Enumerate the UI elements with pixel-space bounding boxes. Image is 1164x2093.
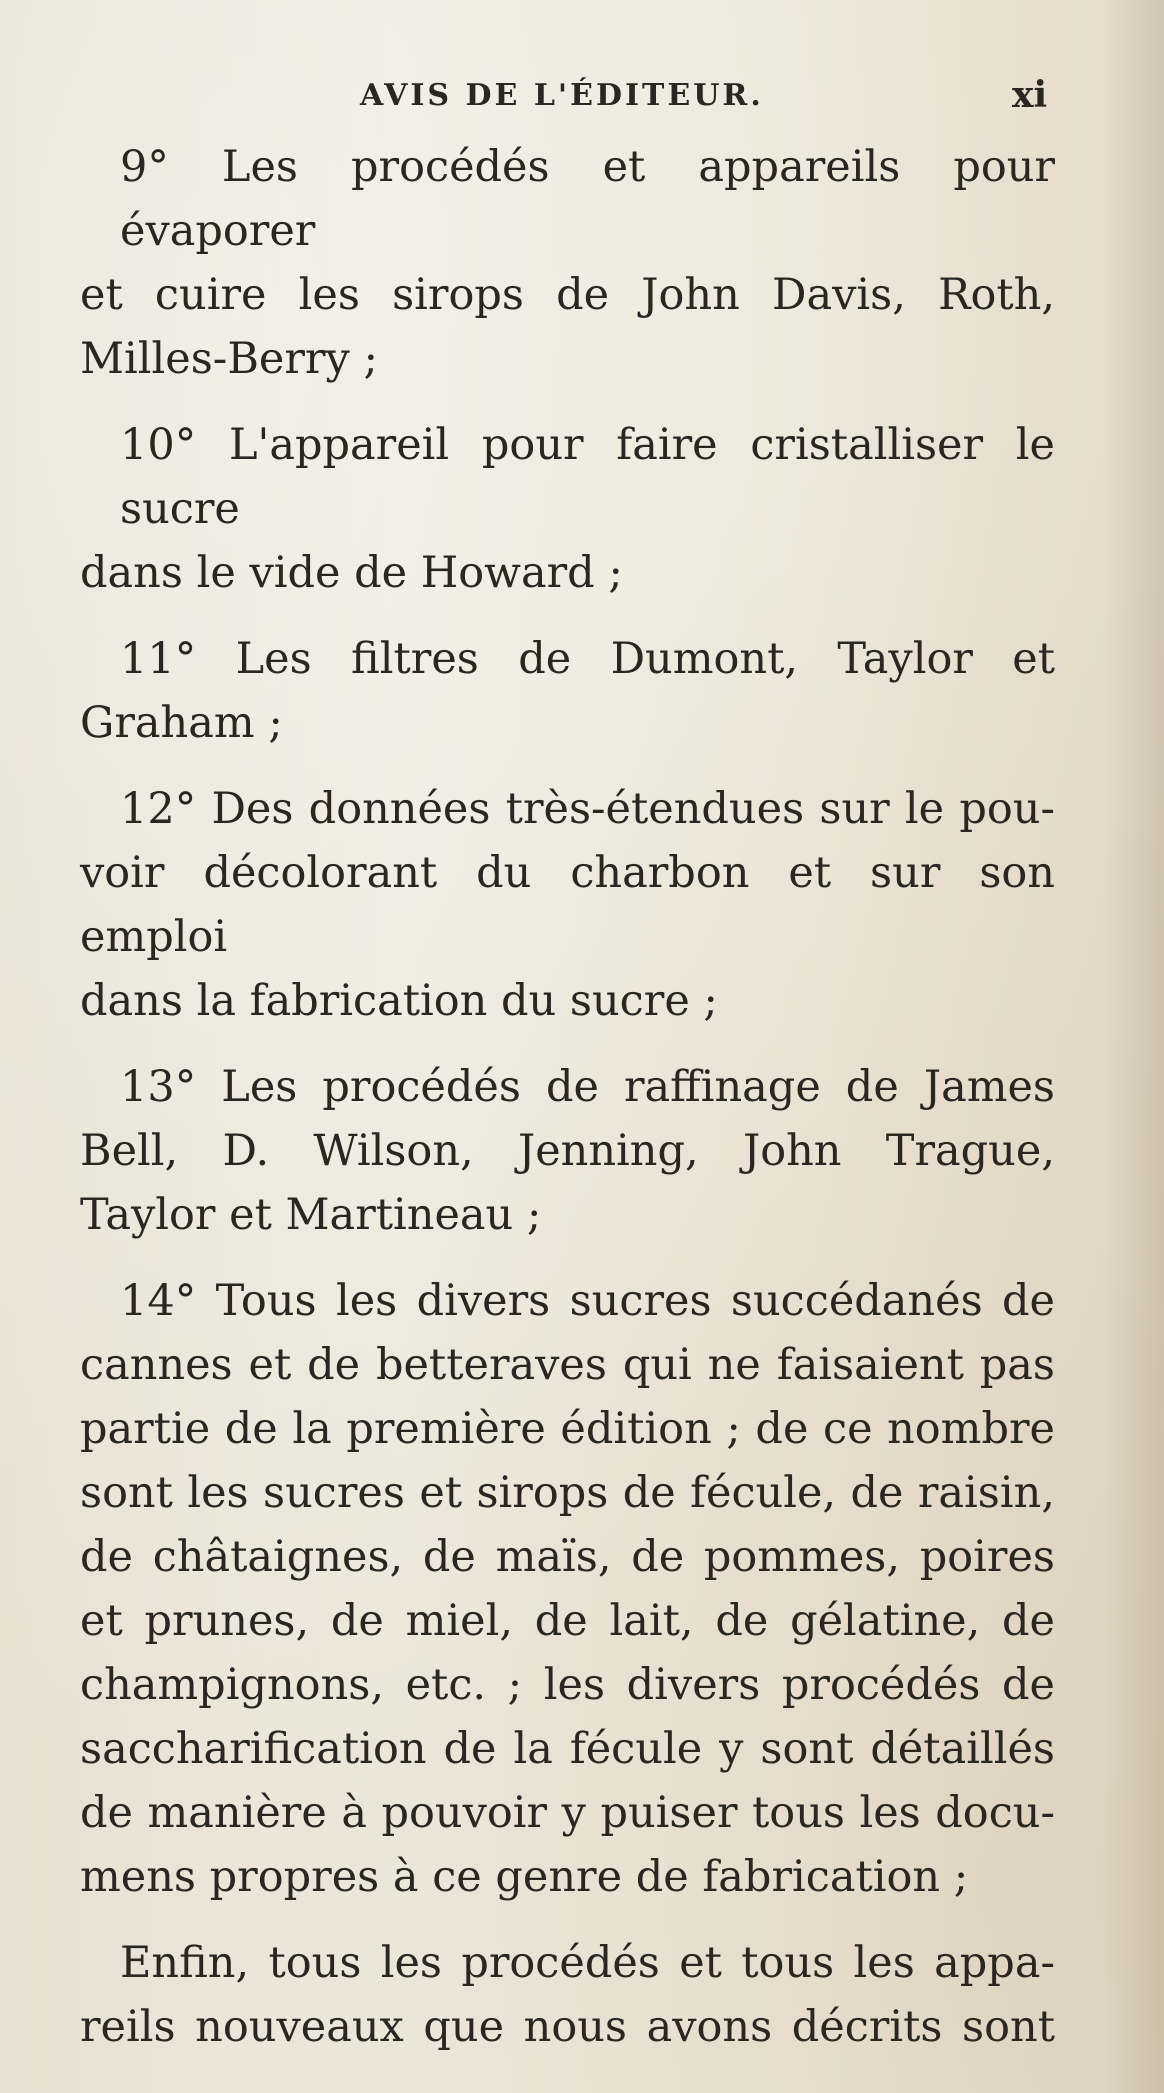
text-line: 14° Tous les divers sucres succédanés de [120, 1276, 1055, 1326]
text-line: et prunes, de miel, de lait, de gélatine, de [80, 1596, 1055, 1646]
text-line: cannes et de betteraves qui ne faisaient pas [80, 1340, 1055, 1390]
text-line: sont les sucres et sirops de fécule, de raisin, [80, 1468, 1055, 1518]
text-line: champignons, etc. ; les divers procédés de [80, 1660, 1055, 1710]
running-header-title: AVIS DE L'ÉDITEUR. [360, 78, 764, 113]
text-line: Enfin, tous les procédés et tous les appa- [120, 1938, 1055, 1988]
text-line: Graham ; [80, 698, 283, 748]
text-line: mens propres à ce genre de fabrication ; [80, 1852, 969, 1902]
paragraph [80, 777, 1055, 1033]
text-line: de châtaignes, de maïs, de pommes, poires [80, 1532, 1055, 1582]
paragraph [80, 135, 1055, 391]
page-edge-shadow [1104, 0, 1164, 2093]
text-line: 9° Les procédés et appareils pour évaporer [120, 142, 1055, 256]
text-line: 11° Les filtres de Dumont, Taylor et [120, 634, 1055, 684]
paragraph [80, 1931, 1055, 2059]
paragraph [80, 1055, 1055, 1247]
text-line: reils nouveaux que nous avons décrits sont [80, 2002, 1055, 2052]
page-number: xi [1012, 74, 1048, 116]
text-line: 13° Les procédés de raffinage de James [120, 1062, 1055, 1112]
text-line: dans le vide de Howard ; [80, 548, 623, 598]
paragraph [80, 413, 1055, 605]
paragraph [80, 627, 1055, 755]
text-line: Bell, D. Wilson, Jenning, John Trague, [80, 1126, 1055, 1176]
text-line: dans la fabrication du sucre ; [80, 976, 718, 1026]
running-header [0, 74, 1164, 128]
text-line: voir décolorant du charbon et sur son emploi [80, 848, 1055, 962]
paragraph [80, 1269, 1055, 1909]
text-line: saccharification de la fécule y sont détaillés [80, 1724, 1055, 1774]
text-line: partie de la première édition ; de ce nombre [80, 1404, 1055, 1454]
text-line: 10° L'appareil pour faire cristalliser le sucre [120, 420, 1055, 534]
text-line: 12° Des données très-étendues sur le pou- [120, 784, 1055, 834]
text-line: et cuire les sirops de John Davis, Roth, [80, 270, 1055, 320]
body-text [80, 135, 1055, 2059]
text-line: Taylor et Martineau ; [80, 1190, 542, 1240]
text-line: de manière à pouvoir y puiser tous les docu- [80, 1788, 1055, 1838]
text-line: Milles-Berry ; [80, 334, 378, 384]
